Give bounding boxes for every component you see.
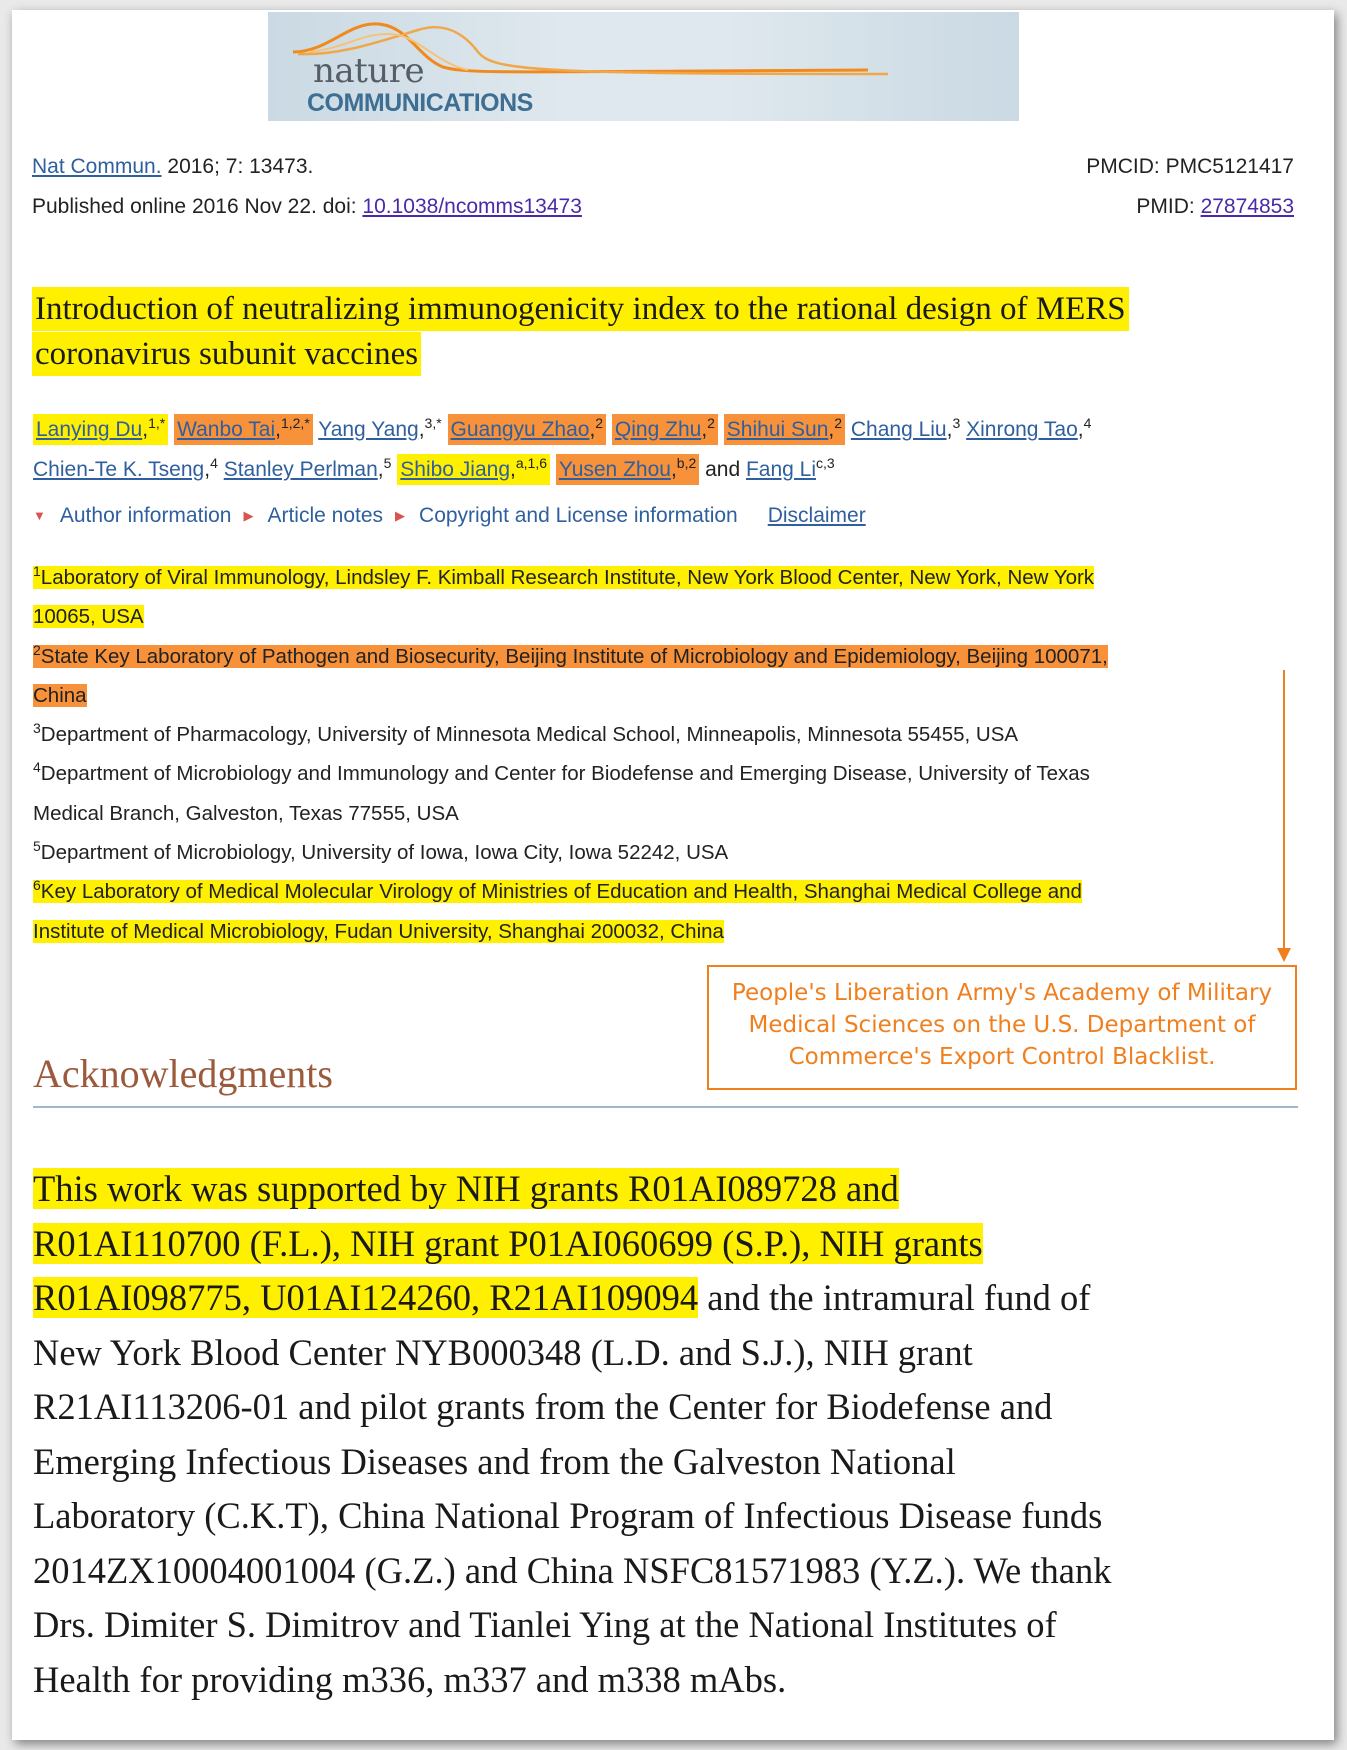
callout-line-2: Medical Sciences on the U.S. Department of bbox=[748, 1012, 1256, 1038]
author-affiliation-sup: 2 bbox=[707, 415, 715, 431]
triangle-down-icon: ▼ bbox=[33, 508, 46, 523]
author-affiliation-sup: 3,* bbox=[424, 415, 442, 431]
issue-info: 2016; 7: 13473. bbox=[167, 155, 314, 178]
author-entry: Qing Zhu,$^2$ bbox=[612, 414, 718, 445]
affiliation-number: 4 bbox=[33, 759, 41, 776]
author-entry: Xinrong Tao,$^4$ bbox=[966, 415, 1092, 441]
affiliation-text: Department of Microbiology and Immunology and Center for Biodefense and Emerging Disease, University of Texas bbox=[40, 762, 1090, 786]
citation-line-1 bbox=[32, 155, 313, 179]
pmid-line bbox=[1136, 195, 1294, 219]
affiliation-number: 2 bbox=[33, 641, 41, 658]
author-affiliation-sup: 5 bbox=[383, 455, 392, 471]
author-name-link[interactable]: Qing Zhu bbox=[614, 418, 702, 441]
affiliation-text: State Key Laboratory of Pathogen and Biosecurity, Beijing Institute of Microbiology and Epidemiology, Beijing 100071, bbox=[40, 644, 1108, 668]
article-title bbox=[32, 287, 1272, 377]
ack-highlight-line-3: R01AI098775, U01AI124260, R21AI109094 bbox=[33, 1277, 699, 1318]
logo-nature-text: nature bbox=[313, 51, 425, 91]
pmid-label: PMID: bbox=[1136, 195, 1201, 218]
author-list bbox=[33, 410, 1323, 490]
author-name-link[interactable]: Fang Li bbox=[745, 458, 817, 481]
copyright-toggle[interactable]: Copyright and License information bbox=[419, 504, 738, 527]
page-sheet bbox=[12, 10, 1334, 1740]
ack-line-4: New York Blood Center NYB000348 (L.D. and S.J.), NIH grant bbox=[33, 1331, 973, 1373]
author-name-link[interactable]: Guangyu Zhao bbox=[450, 418, 590, 441]
callout-line-1: People's Liberation Army's Academy of Military bbox=[731, 980, 1273, 1006]
callout-line-3: Commerce's Export Control Blacklist. bbox=[788, 1044, 1216, 1070]
affiliation-text: Key Laboratory of Medical Molecular Virology of Ministries of Education and Health, Shanghai Medical College and bbox=[40, 880, 1082, 904]
author-affiliation-sup: 4 bbox=[1083, 415, 1092, 431]
author-affiliation-sup: 2 bbox=[595, 415, 604, 431]
heading-divider bbox=[33, 1106, 1298, 1108]
triangle-right-icon: ▶ bbox=[395, 508, 406, 523]
title-line-1: Introduction of neutralizing immunogenicity index to the rational design of MERS bbox=[32, 287, 1129, 331]
author-entry: Yang Yang,$^{3,*}$ bbox=[318, 415, 442, 441]
author-entry: Yusen Zhou,$^{b,2}$ bbox=[556, 454, 699, 485]
author-entry: Lanying Du,$^{1,*}$ bbox=[33, 414, 168, 445]
affiliation-number: 1 bbox=[33, 563, 41, 580]
disclaimer-link[interactable]: Disclaimer bbox=[767, 504, 866, 527]
ack-line-8: 2014ZX10004001004 (G.Z.) and China NSFC81571983 (Y.Z.). We thank bbox=[33, 1549, 1112, 1591]
ack-line-5: R21AI113206-01 and pilot grants from the Center for Biodefense and bbox=[33, 1386, 1053, 1427]
author-entry: Chien-Te K. Tseng,$^4$ bbox=[33, 455, 218, 481]
article-notes-toggle[interactable]: Article notes bbox=[267, 504, 384, 527]
author-entry: Stanley Perlman,$^5$ bbox=[223, 455, 392, 481]
ack-line-6: Emerging Infectious Diseases and from the Galveston National bbox=[33, 1440, 956, 1482]
citation-line-2 bbox=[32, 195, 582, 219]
affiliation-text: Laboratory of Viral Immunology, Lindsley F. Kimball Research Institute, New York Blood Center, New York, New York bbox=[40, 566, 1095, 589]
affiliation-line bbox=[33, 563, 1095, 589]
author-affiliation-sup: c,3 bbox=[816, 455, 835, 471]
ack-line-9: Drs. Dimiter S. Dimitrov and Tianlei Ying at the National Institutes of bbox=[33, 1604, 1057, 1645]
author-name-link[interactable]: Stanley Perlman bbox=[223, 458, 378, 481]
author-entry: Chang Liu,$^3$ bbox=[850, 415, 961, 441]
affiliation-line bbox=[33, 759, 1090, 786]
author-name-link[interactable]: Xinrong Tao bbox=[966, 418, 1078, 441]
author-entry: Shihui Sun,$^2$ bbox=[724, 414, 845, 445]
author-name-link[interactable]: Lanying Du bbox=[36, 418, 143, 441]
author-name-link[interactable]: Shibo Jiang bbox=[400, 458, 511, 481]
affiliation-line bbox=[33, 720, 1019, 747]
author-information-toggle[interactable]: Author information bbox=[59, 504, 232, 527]
author-entry: Shibo Jiang,$^{a,1,6}$ bbox=[397, 454, 550, 485]
ack-highlight-line-1: This work was supported by NIH grants R01AI089728 and bbox=[33, 1168, 899, 1209]
affiliation-list bbox=[33, 558, 1293, 951]
affiliation-text-cont: Institute of Medical Microbiology, Fudan University, Shanghai 200032, China bbox=[33, 919, 724, 943]
author-name-link[interactable]: Shihui Sun bbox=[726, 418, 829, 441]
ack-highlight-line-2: R01AI110700 (F.L.), NIH grant P01AI060699 (S.P.), NIH grants bbox=[33, 1222, 983, 1264]
logo-communications-text: COMMUNICATIONS bbox=[307, 89, 533, 117]
author-affiliation-sup: 2 bbox=[834, 415, 843, 431]
triangle-right-icon: ▶ bbox=[243, 508, 254, 523]
affiliation-number: 6 bbox=[33, 877, 41, 894]
affiliation-text-cont: China bbox=[33, 683, 87, 707]
pmid-link[interactable]: 27874853 bbox=[1200, 195, 1294, 218]
journal-banner[interactable] bbox=[268, 12, 1019, 121]
article-toggles bbox=[33, 504, 866, 528]
published-text: Published online 2016 Nov 22. doi: bbox=[32, 195, 363, 218]
affiliation-text: Department of Pharmacology, University of Minnesota Medical School, Minneapolis, Minnesota 55455, USA bbox=[40, 723, 1019, 747]
affiliation-text-cont: 10065, USA bbox=[33, 605, 144, 629]
acknowledgments-heading: Acknowledgments bbox=[33, 1051, 333, 1096]
author-name-link[interactable]: Wanbo Tai bbox=[177, 418, 276, 441]
affiliation-text: Department of Microbiology, University of Iowa, Iowa City, Iowa 52242, USA bbox=[40, 841, 729, 865]
ack-line-7: Laboratory (C.K.T), China National Program of Infectious Disease funds bbox=[33, 1495, 1103, 1536]
author-name-link[interactable]: Chien-Te K. Tseng bbox=[33, 458, 205, 481]
pmcid: PMCID: PMC5121417 bbox=[1086, 155, 1294, 178]
authors-and: and bbox=[705, 458, 741, 481]
affiliation-line bbox=[33, 838, 729, 865]
ack-line-10: Health for providing m336, m337 and m338 mAbs. bbox=[33, 1658, 787, 1700]
author-name-link[interactable]: Yusen Zhou bbox=[558, 458, 671, 481]
author-affiliation-sup: 3 bbox=[952, 415, 961, 431]
author-affiliation-sup: 4 bbox=[210, 455, 218, 471]
ack-line-3-rest: and the intramural fund of bbox=[698, 1277, 1091, 1318]
doi-link[interactable]: 10.1038/ncomms13473 bbox=[362, 195, 582, 218]
author-entry: Guangyu Zhao,$^2$ bbox=[448, 414, 607, 445]
author-entry: Wanbo Tai,$^{1,2,*}$ bbox=[174, 414, 313, 445]
author-name-link[interactable]: Yang Yang bbox=[318, 418, 419, 441]
author-affiliation-sup: a,1,6 bbox=[515, 455, 547, 471]
author-affiliation-sup: b,2 bbox=[676, 455, 697, 471]
affiliation-text-cont: Medical Branch, Galveston, Texas 77555, USA bbox=[33, 801, 459, 825]
author-name-link[interactable]: Chang Liu bbox=[850, 418, 947, 441]
affiliation-line bbox=[33, 641, 1108, 668]
author-affiliation-sup: 1,2,* bbox=[280, 415, 310, 431]
affiliation-number: 5 bbox=[33, 838, 41, 855]
affiliation-line bbox=[33, 877, 1082, 904]
affiliation-number: 3 bbox=[33, 720, 41, 737]
acknowledgments-text bbox=[33, 1162, 1303, 1707]
callout-arrow-icon bbox=[1272, 670, 1296, 970]
author-entry bbox=[745, 455, 835, 481]
author-affiliation-sup: 1,* bbox=[148, 415, 166, 431]
annotation-callout bbox=[707, 965, 1297, 1090]
journal-link[interactable]: Nat Commun. bbox=[32, 155, 162, 178]
title-line-2: coronavirus subunit vaccines bbox=[32, 332, 421, 376]
